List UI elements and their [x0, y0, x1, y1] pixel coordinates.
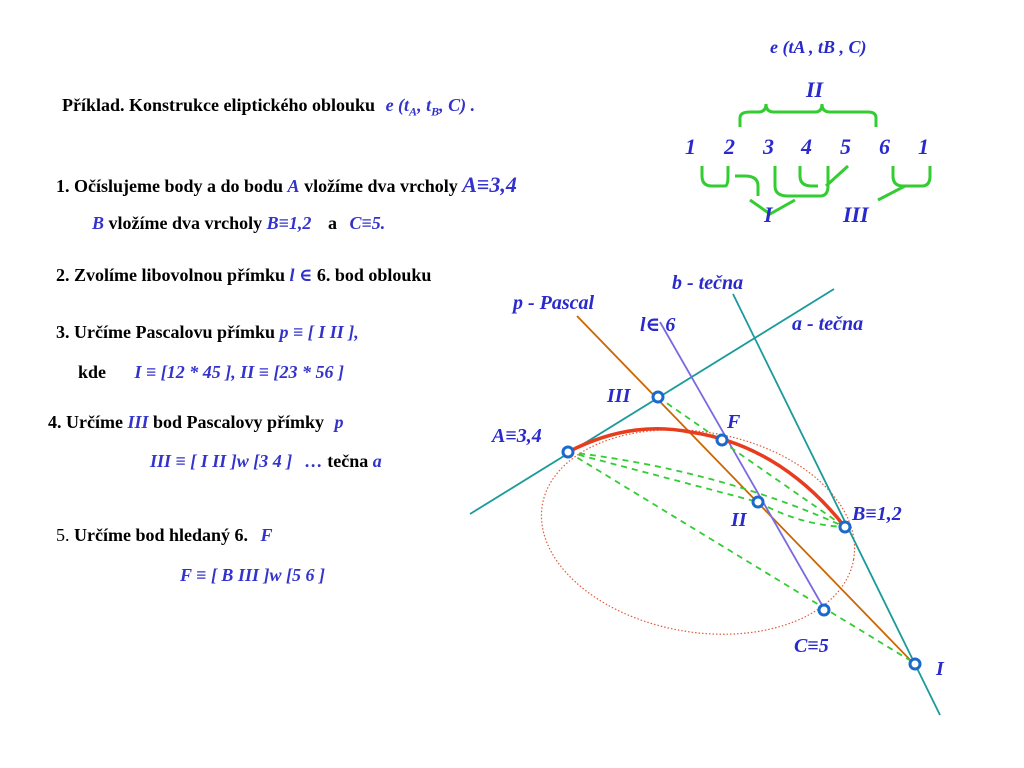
label-pascal: p - Pascal: [513, 292, 595, 314]
step-3b: kde I ≡ [12 * 45 ], II ≡ [23 * 56 ]: [78, 362, 345, 382]
point-I: [910, 659, 920, 669]
point-F: [717, 435, 727, 445]
scheme-label-III: III: [843, 202, 869, 227]
step-3: 3. Určíme Pascalovu přímku p ≡ [ I II ],: [56, 322, 359, 342]
title-e: e (t: [385, 95, 410, 115]
label-II: II: [731, 509, 747, 531]
scheme-num: 4: [801, 134, 812, 159]
label-I: I: [936, 658, 944, 680]
scheme-header: e (tA , tB , C): [770, 37, 867, 57]
label-B: B≡1,2: [852, 503, 902, 525]
scheme-num: 3: [763, 134, 774, 159]
scheme-num: 5: [840, 134, 851, 159]
step-5b: F ≡ [ B III ]w [5 6 ]: [180, 565, 325, 585]
point-II: [753, 497, 763, 507]
scheme-label-I: I: [764, 202, 773, 227]
point-C: [819, 605, 829, 615]
label-l6: l∈ 6: [640, 314, 676, 336]
line-pascal: [577, 316, 916, 666]
scheme-num: 1: [685, 134, 696, 159]
step-4: 4. Určíme III bod Pascalovy přímky p: [48, 412, 344, 432]
label-a-tangent: a - tečna: [792, 313, 864, 335]
scheme-num: 6: [879, 134, 890, 159]
title-prefix: Příklad. Konstrukce eliptického oblouku: [62, 95, 376, 115]
scheme-brackets: [702, 104, 930, 214]
scheme-num: 2: [724, 134, 735, 159]
step-2: 2. Zvolíme libovolnou přímku l ∈ 6. bod oblouku: [56, 265, 432, 285]
scheme-num: 1: [918, 134, 929, 159]
label-C: C≡5: [794, 635, 829, 657]
label-III: III: [607, 385, 631, 407]
label-b-tangent: b - tečna: [672, 272, 744, 294]
scheme-numbers: [685, 134, 929, 159]
step-5: 5. Určíme bod hledaný 6. F: [56, 525, 273, 545]
step-4b: III ≡ [ I II ]w [3 4 ] … tečna a: [150, 451, 382, 471]
label-F: F: [727, 411, 741, 433]
point-A: [563, 447, 573, 457]
scheme-label-II: II: [806, 77, 824, 102]
ellipse-dotted: [525, 406, 871, 658]
point-B: [840, 522, 850, 532]
point-III: [653, 392, 663, 402]
label-A: A≡3,4: [492, 425, 542, 447]
title: Příklad. Konstrukce eliptického oblouku e ($t_A$, $t_B$, C) .: [62, 95, 476, 119]
step-1b: B vložíme dva vrcholy B≡1,2 a C≡5.: [92, 213, 386, 233]
step-1: 1. Očíslujeme body a do bodu A vložíme dva vrcholy A≡3,4: [56, 172, 517, 197]
